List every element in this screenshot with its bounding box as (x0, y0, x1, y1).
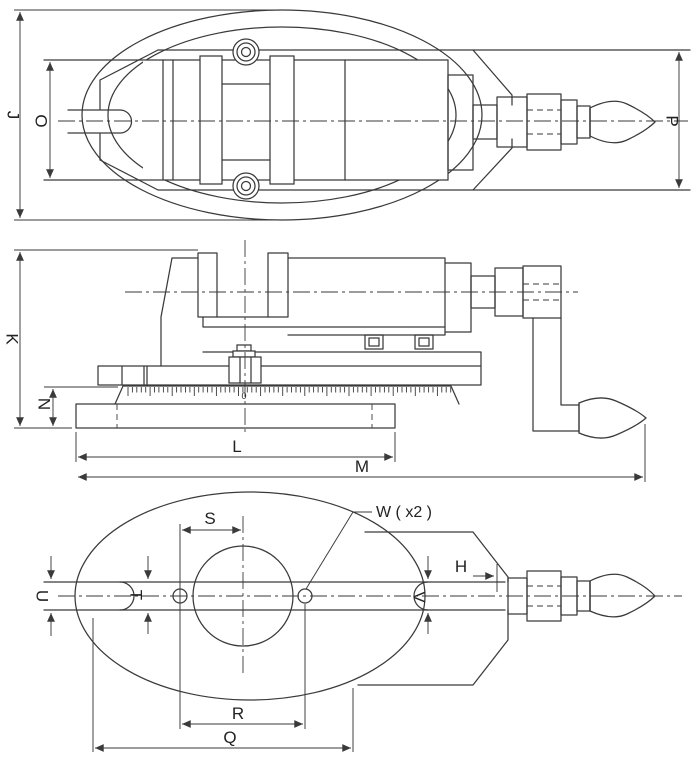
jaw-bolt-bottom (233, 173, 259, 199)
fixed-jaw-front (161, 258, 198, 366)
top-view (4, 10, 691, 220)
dim-label-h: H (454, 557, 468, 576)
dim-label-n: N (34, 397, 54, 411)
base-plate-front (76, 404, 395, 428)
body-step-front (445, 263, 471, 332)
jaw-bolt-top (233, 39, 259, 65)
screw-body-front (288, 258, 445, 335)
left-key-slot-top (68, 110, 132, 133)
dim-label-q: Q (223, 728, 237, 747)
dim-label-s: S (204, 509, 216, 528)
handle-knob-front (579, 398, 646, 438)
front-view (3, 240, 647, 482)
dim-label-t: T (126, 589, 146, 601)
swivel-plate-front (98, 352, 481, 385)
base-point-outline (358, 532, 508, 685)
body-lugs (365, 335, 433, 349)
body-step (448, 75, 473, 170)
degree-scale-ticks (128, 387, 451, 396)
screw-assembly-top (473, 94, 655, 150)
leader-w (306, 512, 372, 589)
dim-label-m: M (354, 457, 370, 476)
dim-label-r: R (231, 704, 245, 723)
fixed-jaw-plate (200, 56, 222, 184)
dim-label-k: K (2, 333, 22, 345)
dim-label-p: P (662, 115, 682, 127)
handle-knob-top (590, 101, 655, 142)
dim-label-o: O (31, 114, 51, 128)
cover-point-edges (473, 50, 512, 190)
slide-ways (203, 317, 445, 327)
dim-label-u: U (32, 589, 52, 603)
dim-label-w: W ( x2 ) (376, 504, 432, 521)
fixed-jaw-plate-front (198, 253, 217, 317)
bottom-view (33, 492, 683, 752)
dim-label-v: V (409, 591, 429, 603)
scale-zero-label: 0 (241, 391, 247, 401)
movable-jaw-plate (270, 56, 294, 184)
dim-label-l: L (232, 437, 242, 456)
dim-label-j: J (3, 110, 23, 120)
movable-jaw-plate-front (268, 253, 288, 317)
